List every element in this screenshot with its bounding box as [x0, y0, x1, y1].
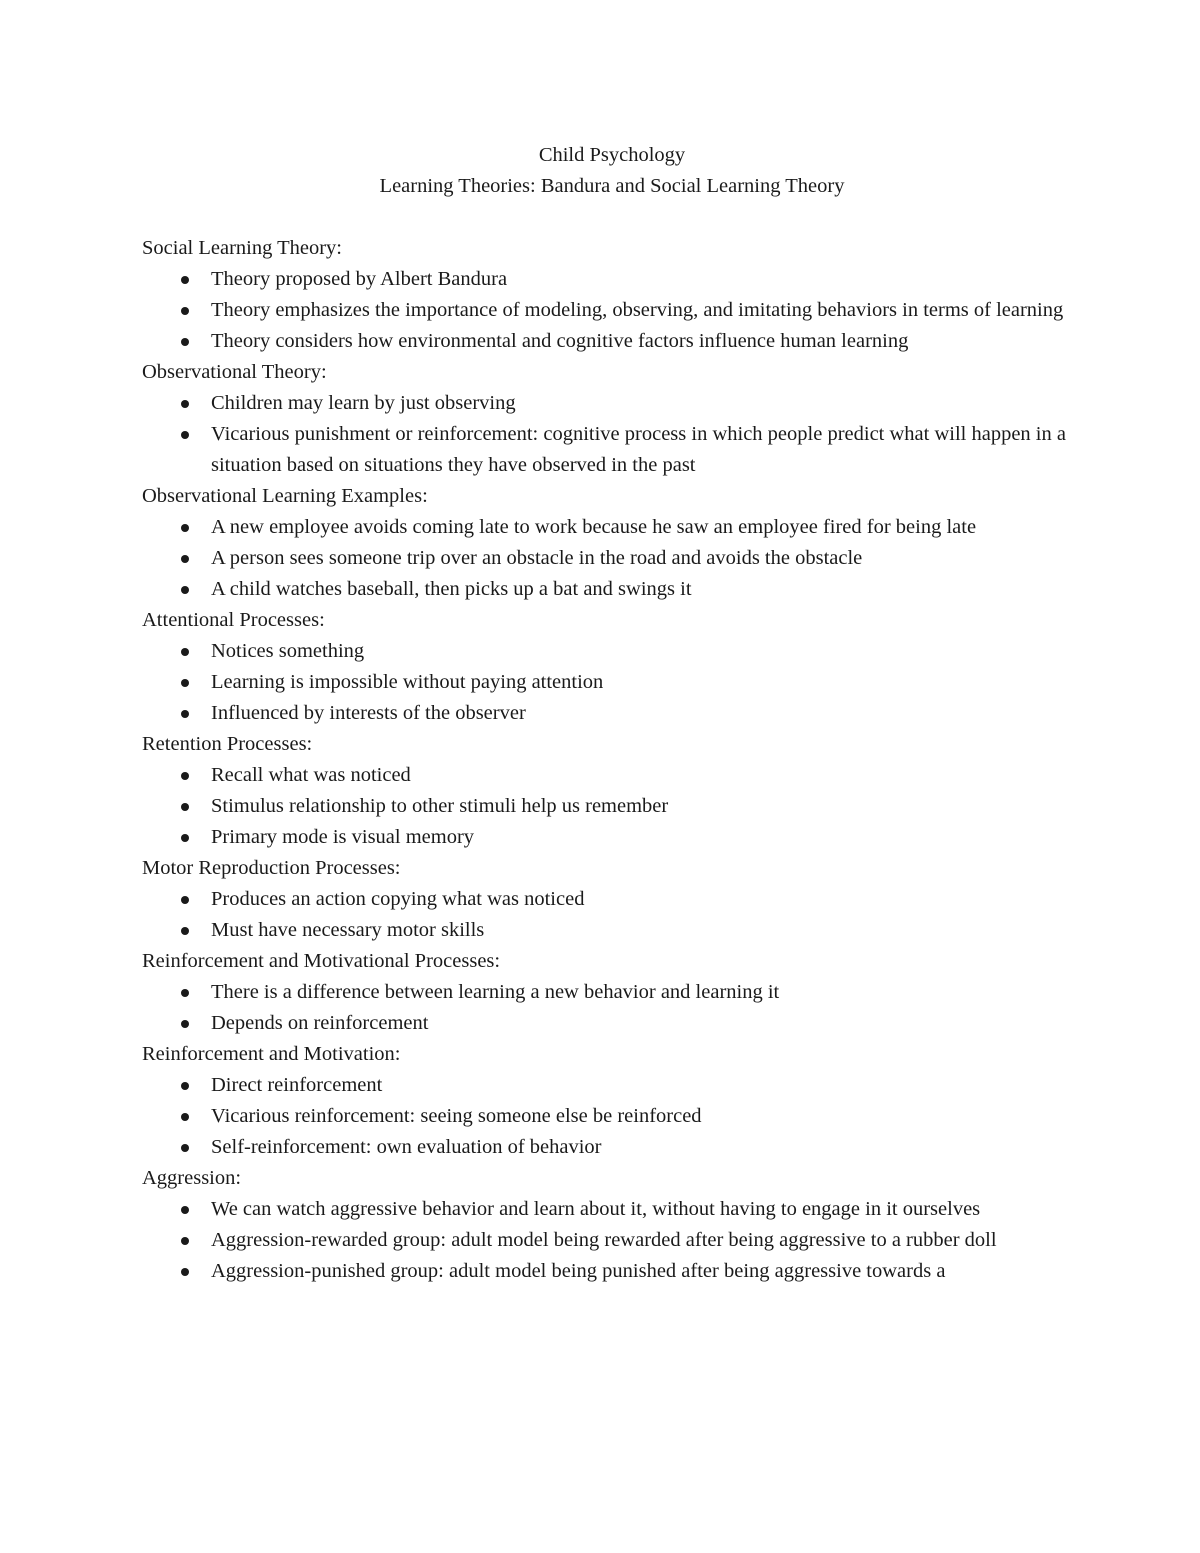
list-item-text: Recall what was noticed: [211, 764, 411, 786]
bullet-dot-icon: [181, 834, 189, 842]
list-item-text: Vicarious punishment or reinforcement: cognitive process in which people predict what will happen in a situation based on situations they have observed in the past: [211, 423, 1066, 476]
list-item-text: Direct reinforcement: [211, 1074, 383, 1096]
bullet-list: [142, 512, 1082, 605]
bullet-dot-icon: [181, 338, 189, 346]
list-item: [142, 543, 1082, 574]
list-item-text: Children may learn by just observing: [211, 392, 516, 414]
bullet-list: [142, 388, 1082, 481]
bullet-list: [142, 1070, 1082, 1163]
list-item: [142, 1101, 1082, 1132]
list-item: [142, 1132, 1082, 1163]
list-item-text: Stimulus relationship to other stimuli help us remember: [211, 795, 669, 817]
list-item: [142, 264, 1082, 295]
list-item-text: Primary mode is visual memory: [211, 826, 475, 848]
list-item: [142, 915, 1082, 946]
list-item: [142, 574, 1082, 605]
list-item: [142, 1008, 1082, 1039]
list-item: [142, 760, 1082, 791]
list-item-text: Depends on reinforcement: [211, 1012, 429, 1034]
list-item: [142, 667, 1082, 698]
list-item: [142, 791, 1082, 822]
list-item-text: Produces an action copying what was noticed: [211, 888, 585, 910]
section-heading: Motor Reproduction Processes:: [142, 857, 401, 879]
bullet-dot-icon: [181, 772, 189, 780]
list-item-text: We can watch aggressive behavior and learn about it, without having to engage in it ourselves: [211, 1198, 981, 1220]
bullet-dot-icon: [181, 307, 189, 315]
bullet-dot-icon: [181, 648, 189, 656]
bullet-dot-icon: [181, 1237, 189, 1245]
list-item-text: Theory proposed by Albert Bandura: [211, 268, 508, 290]
list-item: [142, 388, 1082, 419]
bullet-dot-icon: [181, 1144, 189, 1152]
bullet-dot-icon: [181, 431, 189, 439]
list-item: [142, 698, 1082, 729]
list-item-text: Notices something: [211, 640, 365, 662]
list-item-text: Influenced by interests of the observer: [211, 702, 526, 724]
section-heading: Observational Learning Examples:: [142, 485, 428, 507]
bullet-dot-icon: [181, 1268, 189, 1276]
document-subtitle: Learning Theories: Bandura and Social Learning Theory: [379, 175, 845, 197]
list-item: [142, 884, 1082, 915]
list-item: [142, 1256, 1082, 1287]
list-item-text: A person sees someone trip over an obstacle in the road and avoids the obstacle: [211, 547, 863, 569]
list-item: [142, 1225, 1082, 1256]
list-item: [142, 1070, 1082, 1101]
bullet-dot-icon: [181, 803, 189, 811]
bullet-list: [142, 884, 1082, 946]
list-item-text: Must have necessary motor skills: [211, 919, 485, 941]
bullet-list: [142, 760, 1082, 853]
list-item: [142, 512, 1082, 543]
list-item: [142, 822, 1082, 853]
list-item-text: There is a difference between learning a new behavior and learning it: [211, 981, 780, 1003]
list-item-text: Aggression-punished group: adult model being punished after being aggressive towards a: [211, 1260, 946, 1282]
list-item: [142, 326, 1082, 357]
section-heading: Aggression:: [142, 1167, 242, 1189]
list-item: [142, 419, 1082, 481]
bullet-list: [142, 636, 1082, 729]
section-heading: Reinforcement and Motivation:: [142, 1043, 401, 1065]
section-heading: Retention Processes:: [142, 733, 313, 755]
bullet-dot-icon: [181, 989, 189, 997]
list-item-text: Aggression-rewarded group: adult model being rewarded after being aggressive to a rubber doll: [211, 1229, 997, 1251]
bullet-dot-icon: [181, 524, 189, 532]
document-title: Child Psychology: [538, 144, 686, 166]
list-item: [142, 295, 1082, 326]
list-item: [142, 977, 1082, 1008]
section-heading: Social Learning Theory:: [142, 237, 343, 259]
bullet-list: [142, 264, 1082, 357]
section-heading: Attentional Processes:: [142, 609, 325, 631]
list-item: [142, 636, 1082, 667]
sections-container: [142, 233, 1082, 1287]
bullet-dot-icon: [181, 276, 189, 284]
list-item: [142, 1194, 1082, 1225]
bullet-dot-icon: [181, 400, 189, 408]
list-item-text: Self-reinforcement: own evaluation of behavior: [211, 1136, 602, 1158]
list-item-text: Theory emphasizes the importance of modeling, observing, and imitating behaviors in terms of learning: [211, 299, 1064, 321]
list-item-text: Theory considers how environmental and cognitive factors influence human learning: [211, 330, 909, 352]
bullet-list: [142, 977, 1082, 1039]
list-item-text: A child watches baseball, then picks up a bat and swings it: [211, 578, 692, 600]
section-heading: Observational Theory:: [142, 361, 327, 383]
bullet-dot-icon: [181, 1082, 189, 1090]
bullet-dot-icon: [181, 1113, 189, 1121]
bullet-dot-icon: [181, 710, 189, 718]
bullet-list: [142, 1194, 1082, 1287]
bullet-dot-icon: [181, 927, 189, 935]
spacer: [142, 202, 1082, 233]
bullet-dot-icon: [181, 1020, 189, 1028]
bullet-dot-icon: [181, 679, 189, 687]
list-item-text: Learning is impossible without paying attention: [211, 671, 604, 693]
list-item-text: A new employee avoids coming late to work because he saw an employee fired for being late: [211, 516, 977, 538]
bullet-dot-icon: [181, 586, 189, 594]
bullet-dot-icon: [181, 1206, 189, 1214]
section-heading: Reinforcement and Motivational Processes:: [142, 950, 501, 972]
list-item-text: Vicarious reinforcement: seeing someone else be reinforced: [211, 1105, 702, 1127]
document-body: [142, 140, 1082, 1287]
bullet-dot-icon: [181, 555, 189, 563]
bullet-dot-icon: [181, 896, 189, 904]
